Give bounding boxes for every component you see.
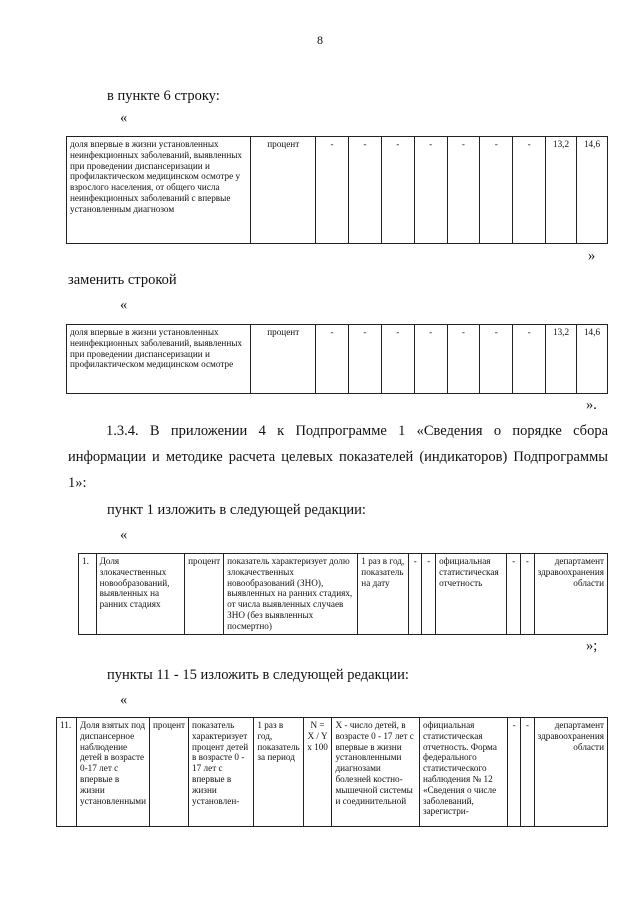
page-number: 8: [317, 33, 323, 47]
frequency-cell: 1 раз в год, показатель за период: [254, 718, 303, 827]
instruction-line-4: пункты 11 - 15 изложить в следующей редакции:: [107, 667, 409, 683]
indicator-description: доля впервые в жизни установленных неинфекционных заболеваний, выявленных при проведении диспансеризации и профилактическом медицинском осмотре у взрослого населения, от общего числа неинфекционных заболеваний с впервые установленным диагнозом: [67, 137, 251, 244]
value-cell: -: [447, 325, 480, 394]
value-cell: -: [316, 137, 349, 244]
value-cell: -: [414, 137, 447, 244]
unit-cell: процент: [185, 554, 224, 635]
open-quote-1: «: [120, 110, 128, 126]
indicator-name: Доля взятых под диспансерное наблюдение детей в возрасте 0-17 лет с впервые в жизни установленными: [77, 718, 150, 827]
responsible-cell: департамент здравоохранения области: [534, 718, 607, 827]
source-cell: официальная статистическая отчетность. Форма федерального статистического наблюдения № 12 «Сведения о числе заболеваний, зарегистри-: [419, 718, 507, 827]
value-cell: -: [507, 554, 521, 635]
indicator-description: доля впервые в жизни установленных неинфекционных заболеваний, выявленных при проведении диспансеризации и профилактическом медицинском осмотре: [67, 325, 251, 394]
table-original-row: [66, 136, 608, 244]
close-quote-3: »;: [586, 638, 598, 654]
instruction-line-3: пункт 1 изложить в следующей редакции:: [107, 502, 366, 518]
responsible-cell: департамент здравоохранения области: [534, 554, 607, 635]
unit-cell: процент: [150, 718, 189, 827]
table-row: [67, 325, 608, 394]
value-cell: -: [513, 325, 546, 394]
source-cell: официальная статистическая отчетность: [436, 554, 507, 635]
close-quote-2: ».: [586, 397, 597, 413]
section-paragraph: 1.3.4. В приложении 4 к Подпрограмме 1 «Сведения о порядке сбора информации и методике расчета целевых показателей (индикаторов) Подпрограммы 1»:: [68, 423, 608, 491]
indicator-definition: показатель характеризует процент детей в возрасте 0 - 17 лет с впервые в жизни установлен-: [189, 718, 254, 827]
table-points-11-15: [56, 717, 608, 827]
value-cell: -: [521, 718, 534, 827]
indicator-name: Доля злокачественных новообразований, выявленных на ранних стадиях: [96, 554, 185, 635]
value-cell: -: [513, 137, 546, 244]
value-cell: -: [507, 718, 520, 827]
table-point-1: [78, 553, 608, 635]
value-cell: -: [381, 325, 414, 394]
value-cell: -: [408, 554, 422, 635]
value-cell: -: [447, 137, 480, 244]
unit-cell: процент: [251, 137, 316, 244]
open-quote-4: «: [120, 692, 128, 708]
value-cell: 14,6: [576, 137, 607, 244]
open-quote-2: «: [120, 297, 128, 313]
value-cell: 13,2: [546, 325, 577, 394]
instruction-line-2: заменить строкой: [68, 272, 177, 288]
row-number: 1.: [79, 554, 97, 635]
row-number: 11.: [57, 718, 77, 827]
variable-definition: X - число детей, в возрасте 0 - 17 лет с впервые в жизни установленными диагнозами болезней костно-мышечной системы и соединительной: [332, 718, 419, 827]
formula-cell: N = X / Y x 100: [303, 718, 332, 827]
table-row: [67, 137, 608, 244]
value-cell: 13,2: [546, 137, 577, 244]
value-cell: -: [422, 554, 436, 635]
value-cell: -: [414, 325, 447, 394]
indicator-definition: показатель характеризует долю злокачественных новообразований (ЗНО), выявленных на ранних стадиях, от числа выявленных случаев ЗНО (без выявленных посмертно): [224, 554, 358, 635]
table-replacement-row: [66, 324, 608, 394]
value-cell: -: [348, 137, 381, 244]
instruction-line-1: в пункте 6 строку:: [107, 88, 220, 104]
frequency-cell: 1 раз в год, показатель на дату: [358, 554, 409, 635]
open-quote-3: «: [120, 527, 128, 543]
value-cell: 14,6: [576, 325, 607, 394]
value-cell: -: [520, 554, 534, 635]
value-cell: -: [316, 325, 349, 394]
value-cell: -: [348, 325, 381, 394]
unit-cell: процент: [251, 325, 316, 394]
value-cell: -: [480, 325, 513, 394]
table-row: [57, 718, 608, 827]
table-row: [79, 554, 608, 635]
close-quote-1: »: [588, 248, 596, 264]
value-cell: -: [480, 137, 513, 244]
value-cell: -: [381, 137, 414, 244]
